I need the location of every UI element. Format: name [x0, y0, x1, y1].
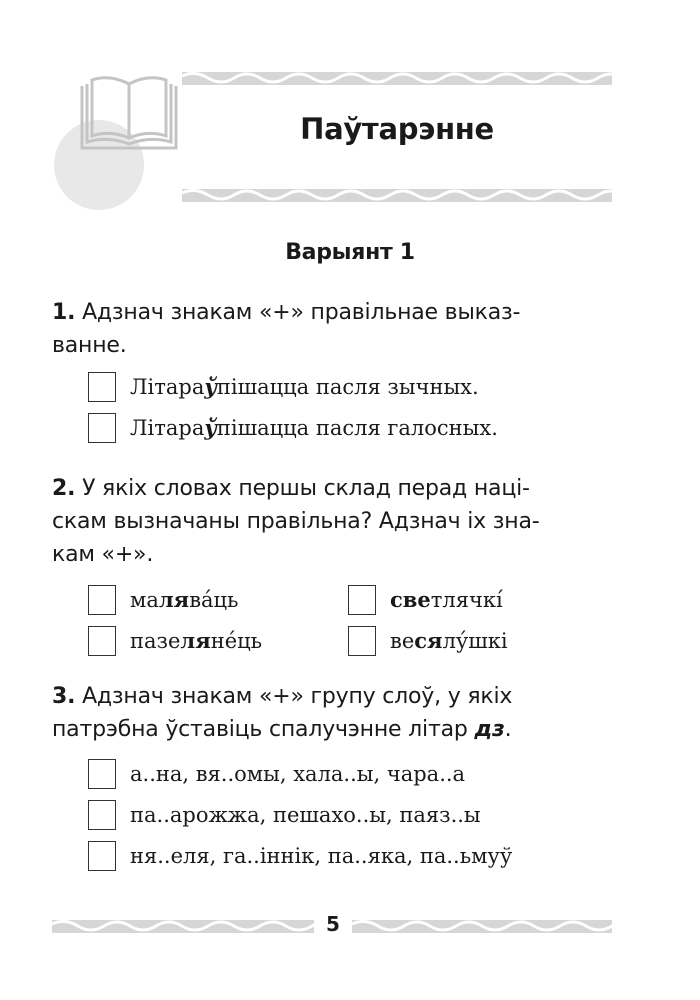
footer-wave-right [352, 920, 612, 933]
answer-checkbox[interactable] [88, 585, 116, 615]
task-2-line-3: кам «+». [52, 542, 154, 567]
option-item: па..арожжа, пешахо..ы, паяз..ы [88, 798, 512, 831]
task-2-line-1: 2. У якіх словах першы склад перад наці- [52, 476, 530, 501]
variant-heading: Варыянт 1 [285, 240, 415, 265]
option-item: а..на, вя..омы, хала..ы, чара..а [88, 757, 512, 790]
answer-checkbox[interactable] [88, 626, 116, 656]
answer-checkbox[interactable] [88, 413, 116, 443]
option-item: пазе ля не́ць [88, 624, 348, 657]
option-item: ве ся лу́шкі [348, 624, 508, 657]
bottom-wave-border [182, 189, 612, 202]
task-3-line-1: 3. Адзнач знакам «+» групу слоў, у якіх [52, 684, 513, 709]
top-wave-border [182, 72, 612, 85]
answer-checkbox[interactable] [88, 372, 116, 402]
task-1-line-1: 1. Адзнач знакам «+» правільнае выказ- [52, 300, 521, 325]
open-book-icon [80, 76, 178, 150]
answer-checkbox[interactable] [348, 585, 376, 615]
option-item: ня..еля, га..іннік, па..яка, па..ьмуў [88, 839, 512, 872]
footer-wave-left [52, 920, 314, 933]
option-item: Літара ў пішацца пасля зычных. [88, 370, 498, 403]
letter-combination: дз [474, 717, 505, 742]
task-1-line-2: ванне. [52, 333, 127, 358]
task-2-options [88, 583, 618, 657]
page-title: Паўтарэнне [300, 112, 494, 146]
task-1-options [88, 370, 498, 444]
option-item: ма ля ва́ць [88, 583, 348, 616]
task-number: 3. [52, 684, 76, 709]
answer-checkbox[interactable] [348, 626, 376, 656]
task-3 [52, 680, 618, 746]
task-3-options [88, 757, 512, 872]
task-3-line-2: патрэбна ўставіць спалучэнне літар дз. [52, 717, 512, 742]
option-item: све тлячкі́ [348, 583, 503, 616]
answer-checkbox[interactable] [88, 759, 116, 789]
task-1 [52, 296, 618, 362]
task-number: 2. [52, 476, 76, 501]
task-2 [52, 472, 618, 571]
task-2-line-2: скам вызначаны правільна? Адзнач іх зна- [52, 509, 540, 534]
option-item: Літара ў пішацца пасля галосных. [88, 411, 498, 444]
answer-checkbox[interactable] [88, 841, 116, 871]
page-number: 5 [326, 912, 340, 936]
answer-checkbox[interactable] [88, 800, 116, 830]
task-number: 1. [52, 300, 76, 325]
